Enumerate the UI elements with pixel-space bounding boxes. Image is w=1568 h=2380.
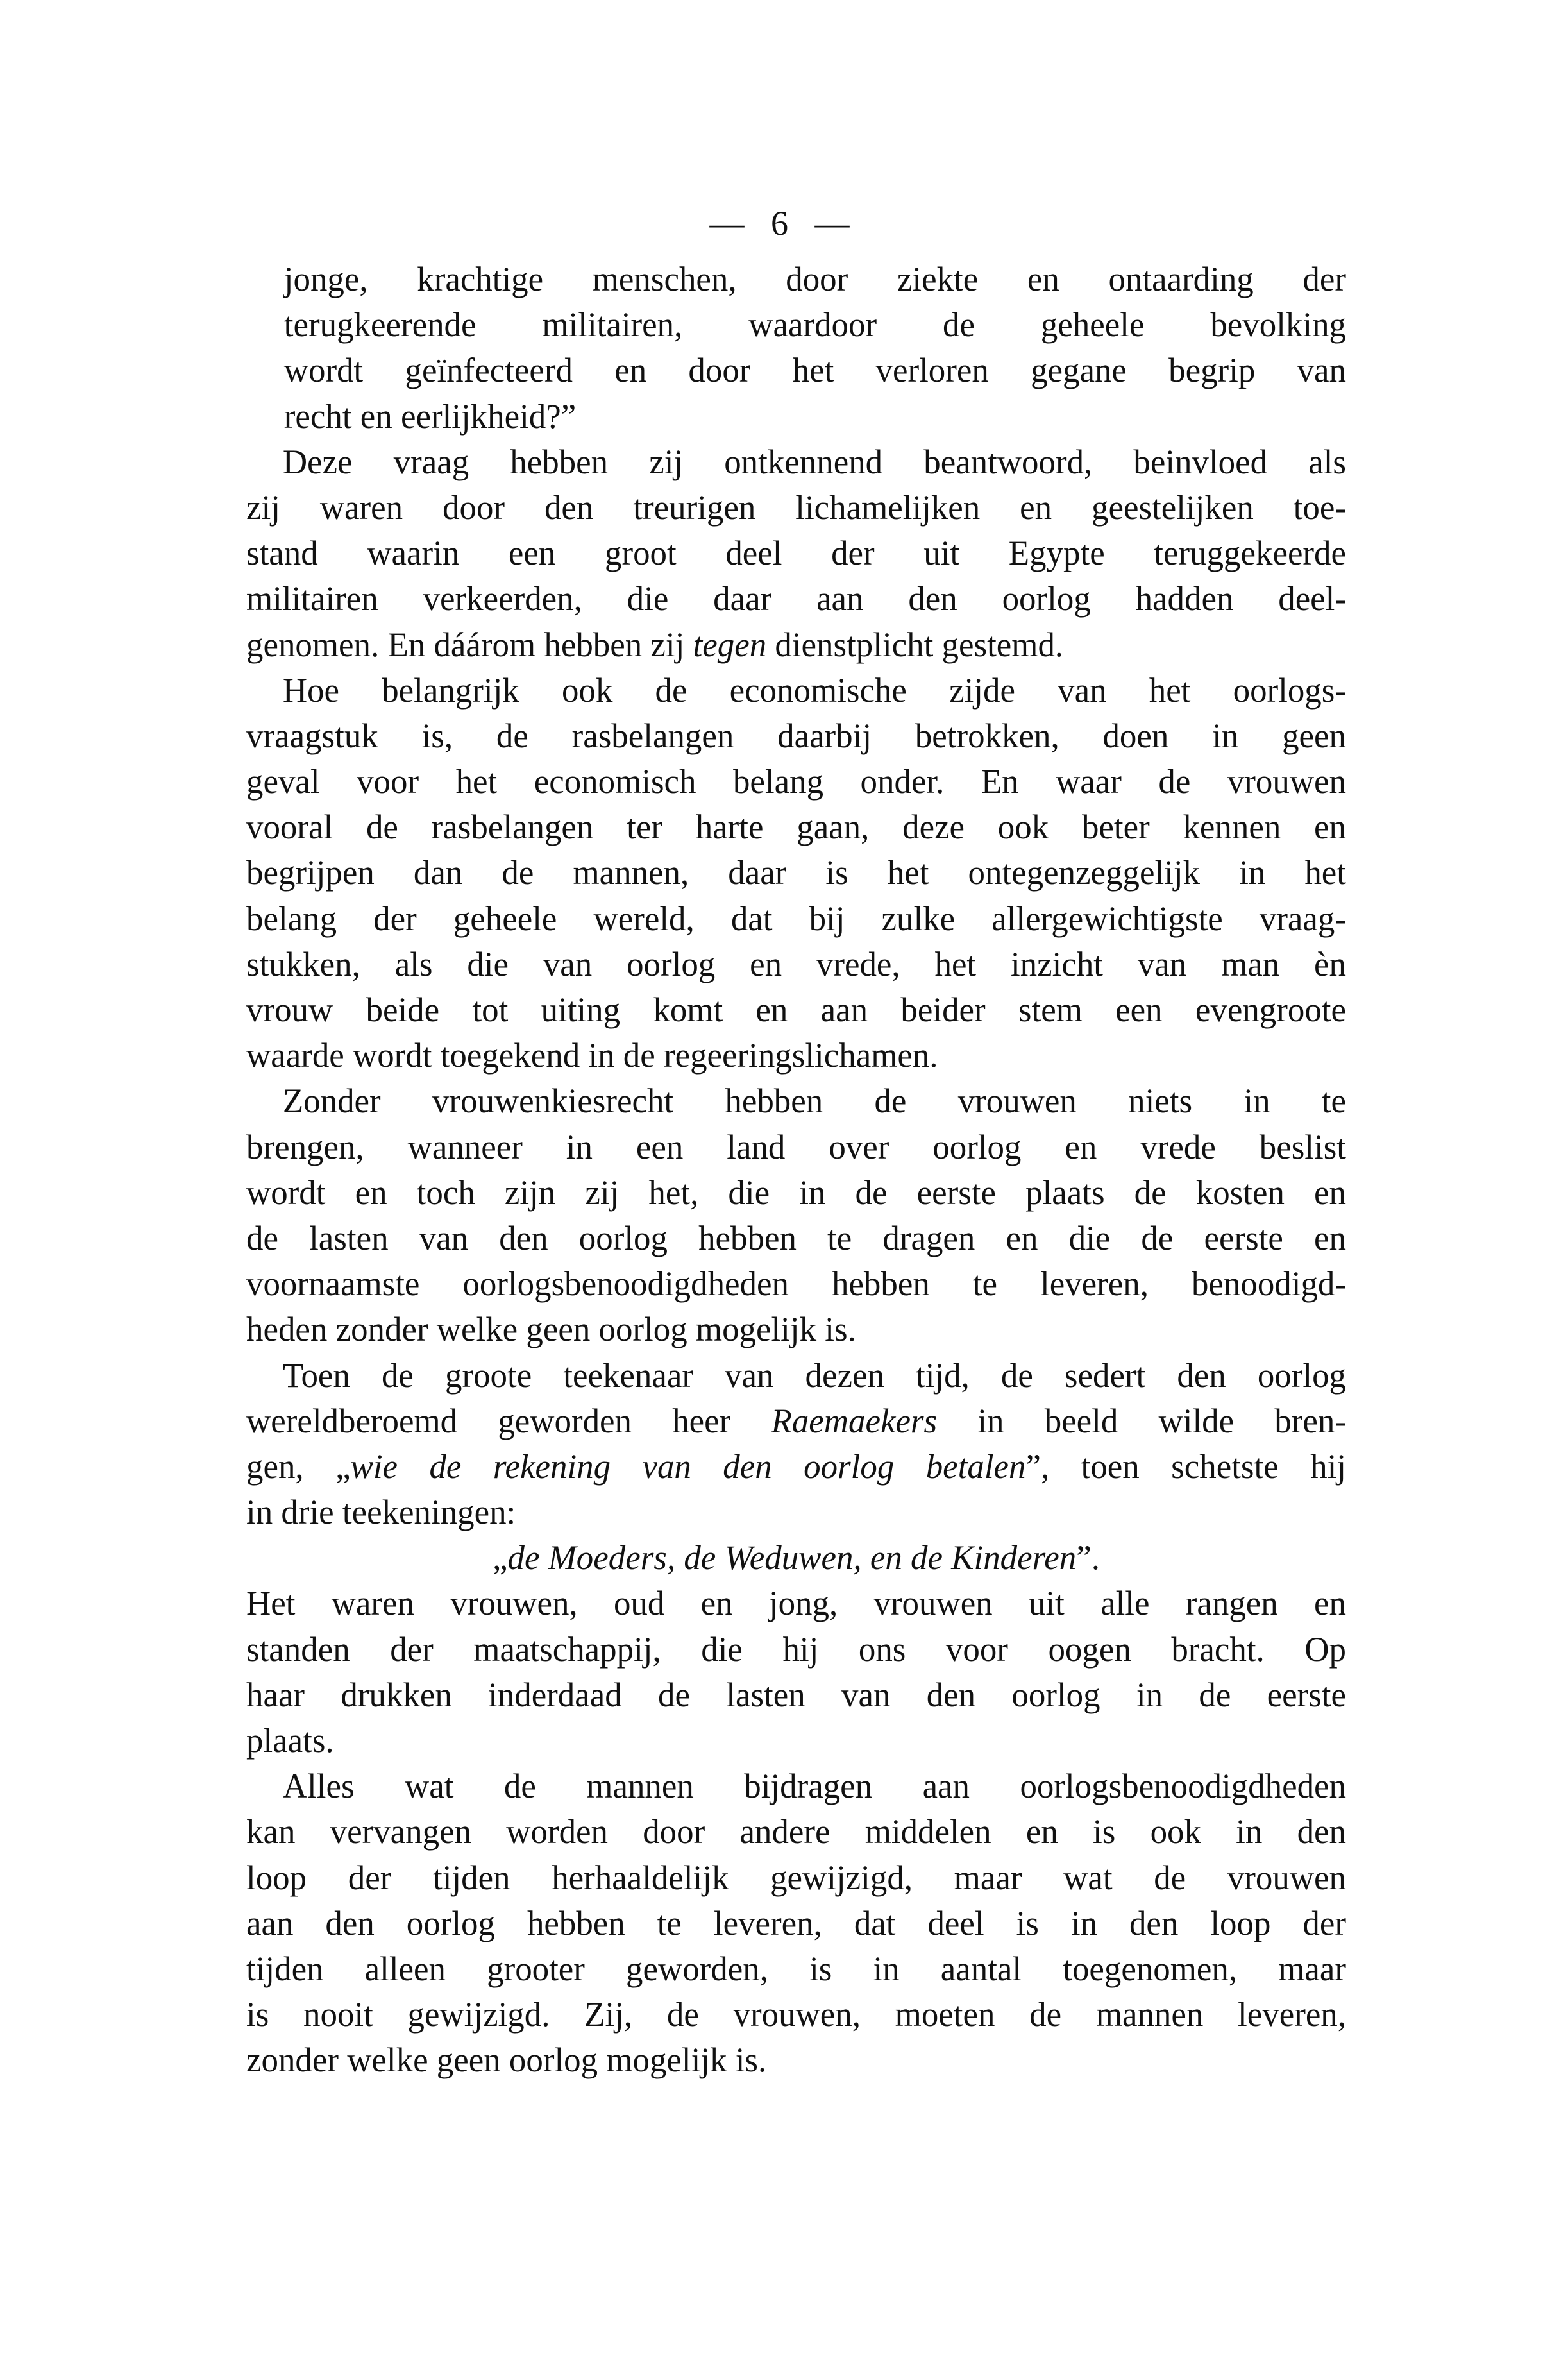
text-line: Zonder vrouwenkiesrecht hebben de vrouwen niets in te (282, 1082, 1347, 1121)
text-line: zij waren door den treurigen lichamelijken en geestelijken toe- (246, 488, 1346, 527)
text-line: Hoe belangrijk ook de economische zijde van het oorlogs- (282, 670, 1347, 710)
text-line: kan vervangen worden door andere middelen en is ook in den (246, 1812, 1346, 1851)
body-text (246, 257, 1346, 2084)
text-run: in beeld wilde bren- (937, 1401, 1346, 1440)
text-line: heden zonder welke geen oorlog mogelijk is. (246, 1310, 856, 1349)
paragraph (246, 668, 1346, 1079)
text-line: brengen, wanneer in een land over oorlog en vrede beslist (246, 1127, 1346, 1166)
paragraph-continuation (246, 257, 1346, 439)
text-line: voornaamste oorlogsbenoodigdheden hebben te leveren, benoodigd- (246, 1264, 1346, 1304)
paragraph (246, 1078, 1346, 1352)
text-line: geval voor het economisch belang onder. En waar de vrouwen (246, 762, 1346, 801)
paragraph (246, 1581, 1346, 1764)
text-line: begrijpen dan de mannen, daar is het ontegenzeggelijk in het (246, 853, 1346, 892)
text-line: Toen de groote teekenaar van dezen tijd, de sedert den oorlog (282, 1356, 1347, 1395)
text-line: aan den oorlog hebben te leveren, dat deel is in den loop der (246, 1903, 1346, 1942)
text-run: ”, toen schetste hij (1025, 1447, 1346, 1486)
italic-name-raemaekers: Raemaekers (771, 1401, 938, 1440)
text-line: recht en eerlijkheid?” (283, 396, 577, 436)
text-line: is nooit gewijzigd. Zij, de vrouwen, moeten de mannen leveren, (246, 1995, 1346, 2034)
text-line: standen der maatschappij, die hij ons voor oogen bracht. Op (246, 1629, 1346, 1669)
text-line: haar drukken inderdaad de lasten van den oorlog in de eerste (246, 1675, 1346, 1714)
text-run: genomen. En dáárom hebben zij (246, 625, 693, 664)
paragraph (246, 1764, 1346, 2083)
text-line: waarde wordt toegekend in de regeeringslichamen. (246, 1036, 938, 1075)
italic-drawing-titles: de Moeders, de Weduwen, en de Kinderen (507, 1538, 1077, 1577)
text-line: stukken, als die van oorlog en vrede, het inzicht van man èn (246, 944, 1346, 983)
paragraph (246, 1353, 1346, 1581)
text-line: stand waarin een groot deel der uit Egypte teruggekeerde (246, 534, 1346, 573)
text-line: wordt geïnfecteerd en door het verloren gegane begrip van (283, 351, 1346, 390)
quote-close: ”. (1076, 1538, 1100, 1577)
text-line (246, 1398, 1346, 1444)
text-line: zonder welke geen oorlog mogelijk is. (246, 2041, 767, 2080)
text-line: belang der geheele wereld, dat bij zulke allergewichtigste vraag- (246, 899, 1346, 938)
text-line: loop der tijden herhaaldelijk gewijzigd, maar wat de vrouwen (246, 1858, 1346, 1897)
text-run: dienstplicht gestemd. (766, 625, 1064, 664)
text-line: in drie teekeningen: (246, 1493, 516, 1532)
text-run: gen, „ (246, 1447, 351, 1486)
text-line: vrouw beide tot uiting komt en aan beider stem een evengroote (246, 990, 1346, 1029)
text-line (246, 622, 1346, 668)
text-line: Het waren vrouwen, oud en jong, vrouwen uit alle rangen en (246, 1584, 1346, 1623)
text-line: plaats. (246, 1721, 334, 1760)
text-line: Alles wat de mannen bijdragen aan oorlogsbenoodigdheden (282, 1767, 1347, 1806)
text-line: vraagstuk is, de rasbelangen daarbij betrokken, doen in geen (246, 716, 1346, 755)
text-line: tijden alleen grooter geworden, is in aantal toegenomen, maar (246, 1949, 1346, 1988)
italic-emphasis: tegen (693, 625, 767, 664)
centered-quote (246, 1535, 1346, 1581)
text-line: terugkeerende militairen, waardoor de geheele bevolking (283, 305, 1346, 344)
text-run: wereldberoemd geworden heer (246, 1401, 771, 1440)
text-line: wordt en toch zijn zij het, die in de eerste plaats de kosten en (246, 1173, 1346, 1212)
text-line: de lasten van den oorlog hebben te dragen en die de eerste en (246, 1218, 1346, 1257)
italic-title-quote: wie de rekening van den oorlog betalen (350, 1447, 1026, 1486)
text-line: vooral de rasbelangen ter harte gaan, deze ook beter kennen en (246, 808, 1346, 847)
page-number: — 6 — (709, 204, 859, 242)
quote-open: „ (493, 1538, 508, 1577)
paragraph (246, 439, 1346, 668)
text-line: Deze vraag hebben zij ontkennend beantwoord, beinvloed als (282, 442, 1347, 481)
text-line: militairen verkeerden, die daar aan den oorlog hadden deel- (246, 579, 1346, 618)
text-line (246, 1444, 1346, 1490)
text-line: jonge, krachtige menschen, door ziekte en ontaarding der (283, 260, 1346, 298)
